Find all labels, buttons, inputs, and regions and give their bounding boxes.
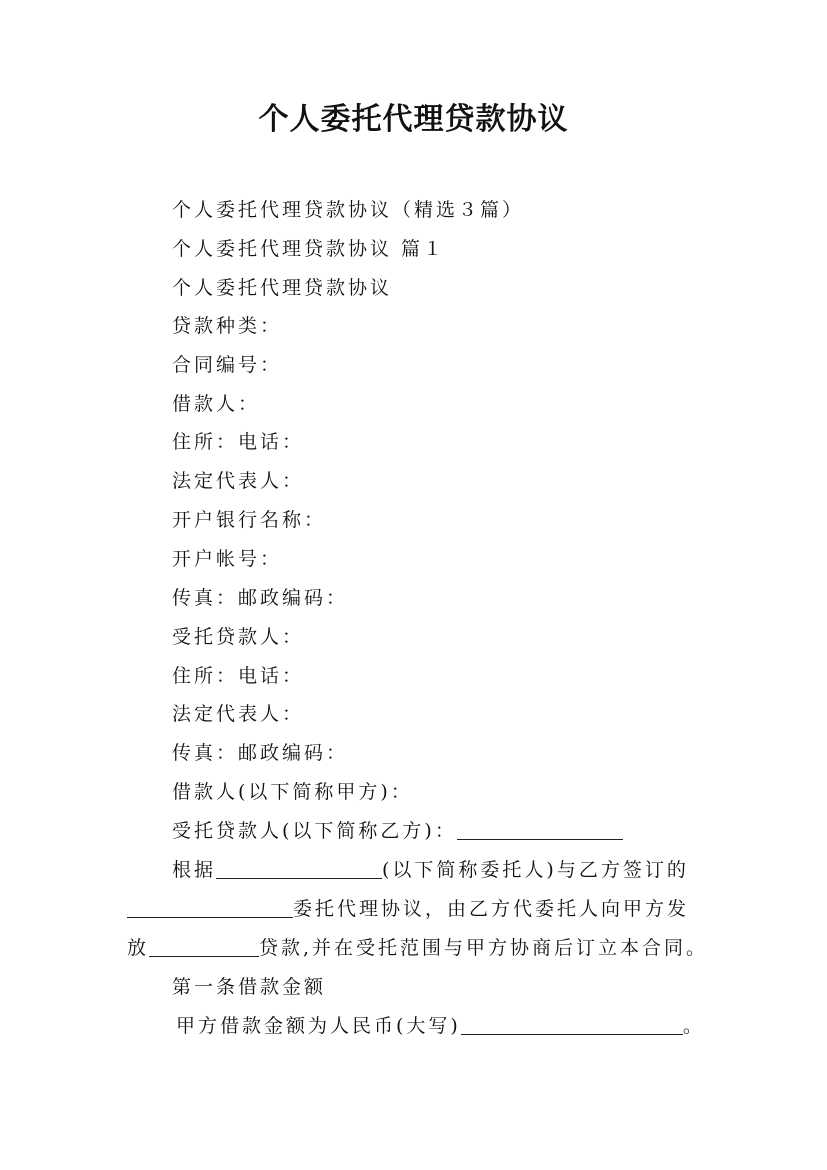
text-segment: 甲方借款金额为人民币(大写) [176, 1015, 461, 1037]
text-segment: (以下简称委托人)与乙方签订的 [382, 859, 689, 881]
text-line [127, 934, 708, 962]
text-line: 开户银行名称： [172, 509, 327, 531]
document-title: 个人委托代理贷款协议 [258, 102, 569, 137]
text-line: 个人委托代理贷款协议（精选３篇） [172, 199, 525, 221]
text-line [172, 856, 689, 884]
section-heading: 第一条借款金额 [172, 976, 327, 998]
text-line [176, 1012, 705, 1040]
fill-in-blank [216, 858, 382, 879]
text-line: 合同编号： [172, 354, 283, 376]
text-line: 借款人(以下简称甲方)： [172, 781, 413, 803]
fill-in-blank [461, 1014, 683, 1035]
text-segment: 根据 [172, 859, 217, 881]
text-line: 贷款种类： [172, 315, 283, 337]
text-line: 住所：电话： [172, 431, 305, 453]
text-segment: 贷款,并在受托范围与甲方协商后订立本合同。 [259, 937, 709, 959]
text-segment: 委托代理协议，由乙方代委托人向甲方发 [293, 898, 690, 920]
text-line: 个人委托代理贷款协议 篇１ [172, 238, 446, 260]
text-line: 传真：邮政编码： [172, 742, 349, 764]
fill-in-blank [457, 819, 623, 840]
text-segment: 。 [682, 1015, 705, 1037]
text-line: 住所：电话： [172, 665, 305, 687]
text-line: 个人委托代理贷款协议 [172, 277, 393, 299]
text-segment: 受托贷款人(以下简称乙方)： [172, 820, 457, 842]
text-line: 借款人： [172, 393, 261, 415]
text-line: 法定代表人： [172, 470, 305, 492]
text-line: 法定代表人： [172, 703, 305, 725]
text-line: 受托贷款人： [172, 626, 305, 648]
text-segment: 放 [127, 937, 150, 959]
text-line: 开户帐号： [172, 548, 283, 570]
fill-in-blank [149, 936, 259, 957]
text-line: 传真：邮政编码： [172, 587, 349, 609]
fill-in-blank [127, 897, 293, 918]
text-line [172, 817, 623, 845]
text-line [127, 895, 689, 923]
